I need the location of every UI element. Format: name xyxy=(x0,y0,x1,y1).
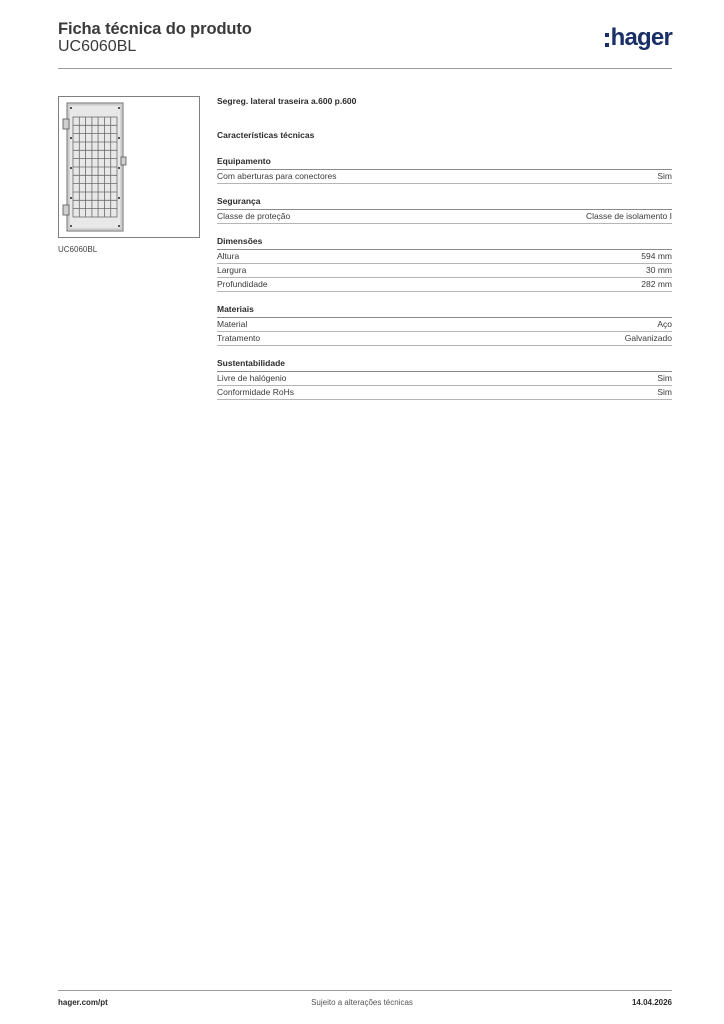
spec-label: Largura xyxy=(217,265,247,275)
spec-row xyxy=(217,210,672,224)
product-image-frame xyxy=(58,96,200,238)
footer-website-link[interactable]: hager.com/pt xyxy=(58,998,108,1007)
spec-value: 30 mm xyxy=(646,265,672,275)
page-header xyxy=(58,20,672,68)
product-code: UC6060BL xyxy=(58,38,137,55)
header-divider xyxy=(58,68,672,69)
spec-value: 282 mm xyxy=(641,279,672,289)
group-title: Segurança xyxy=(217,196,672,210)
product-image xyxy=(59,97,199,237)
spec-label: Classe de proteção xyxy=(217,211,291,221)
spec-value: Galvanizado xyxy=(624,333,672,343)
spec-heading: Características técnicas xyxy=(217,130,315,140)
spec-label: Com aberturas para conectores xyxy=(217,171,337,181)
spec-content xyxy=(217,96,672,400)
footer-date: 14.04.2026 xyxy=(631,998,672,1007)
product-description: Segreg. lateral traseira a.600 p.600 xyxy=(217,96,357,106)
spec-row xyxy=(217,318,672,332)
logo-dots-icon xyxy=(605,33,609,47)
spec-label: Profundidade xyxy=(217,279,268,289)
spec-value: Aço xyxy=(657,319,672,329)
spec-group-seguranca xyxy=(217,196,672,224)
group-title: Equipamento xyxy=(217,156,672,170)
spec-label: Conformidade RoHs xyxy=(217,387,295,397)
spec-group-materiais xyxy=(217,304,672,346)
spec-row xyxy=(217,386,672,400)
document-title: Ficha técnica do produto xyxy=(58,20,252,38)
spec-value: Sim xyxy=(657,373,672,383)
logo-text: hager xyxy=(610,24,672,51)
spec-row xyxy=(217,332,672,346)
spec-value: 594 mm xyxy=(641,251,672,261)
spec-label: Livre de halógenio xyxy=(217,373,287,383)
spec-label: Material xyxy=(217,319,248,329)
footer-notice: Sujeito a alterações técnicas xyxy=(311,998,413,1007)
spec-group-equipamento xyxy=(217,156,672,184)
spec-row xyxy=(217,170,672,184)
spec-label: Tratamento xyxy=(217,333,261,343)
spec-value: Classe de isolamento I xyxy=(586,211,672,221)
spec-value: Sim xyxy=(657,171,672,181)
product-image-caption: UC6060BL xyxy=(58,245,98,254)
spec-row xyxy=(217,250,672,264)
group-title: Dimensões xyxy=(217,236,672,250)
spec-row xyxy=(217,264,672,278)
group-title: Materiais xyxy=(217,304,672,318)
spec-row xyxy=(217,278,672,292)
spec-value: Sim xyxy=(657,387,672,397)
spec-label: Altura xyxy=(217,251,240,261)
spec-group-dimensoes xyxy=(217,236,672,292)
spec-row xyxy=(217,372,672,386)
group-title: Sustentabilidade xyxy=(217,358,672,372)
footer-divider xyxy=(58,990,672,991)
hager-logo xyxy=(605,26,672,50)
spec-group-sustentabilidade xyxy=(217,358,672,400)
